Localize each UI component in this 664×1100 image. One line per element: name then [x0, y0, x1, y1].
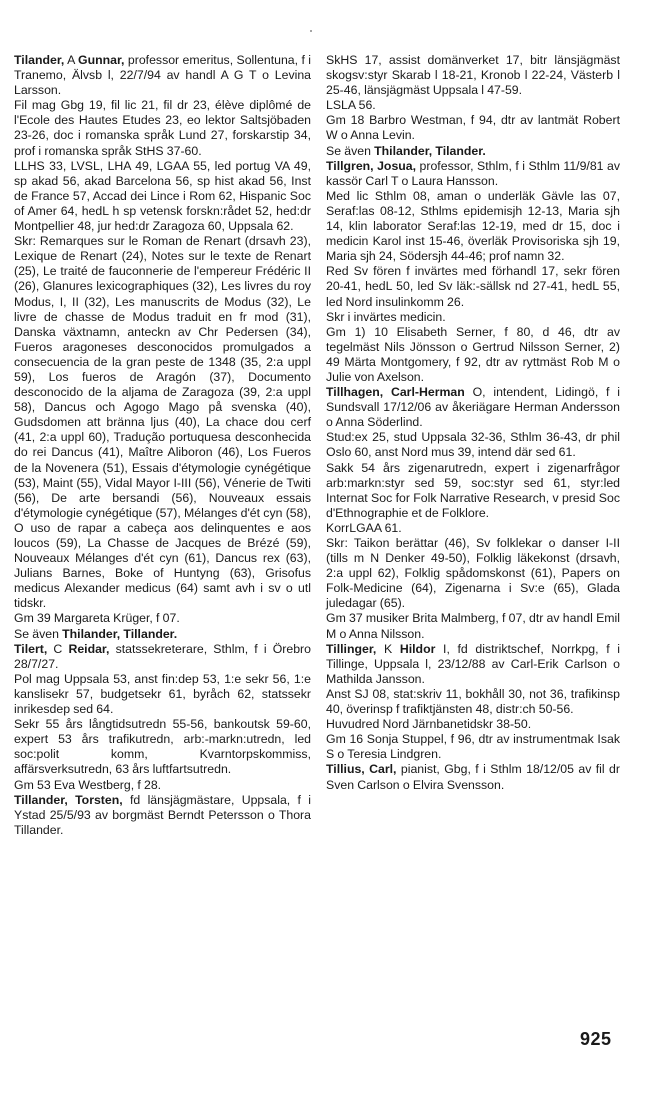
- entry-text: Gm 18 Barbro Westman, f 94, dtr av lantmät Robert W o Anna Levin.: [326, 113, 620, 143]
- entry-paragraph: [326, 159, 620, 189]
- entry-paragraph: [326, 536, 620, 611]
- entry-headword: Thilander, Tilander.: [374, 143, 486, 158]
- entry-given-name: Reidar,: [68, 641, 110, 656]
- entry-paragraph: [14, 717, 311, 777]
- entry-paragraph: [326, 430, 620, 460]
- left-column: [14, 53, 311, 838]
- entry-headword: Tilert,: [14, 641, 48, 656]
- entry-text: professor, Sthlm, f i Sthlm 11/9/81 av kassör Carl T o Laura Hansson.: [326, 158, 620, 188]
- entry-text: LLHS 33, LVSL, LHA 49, LGAA 55, led portug VA 49, sp akad 56, akad Barcelona 56, sp hist akad 56, Inst de France 57, Accad dei Lince i Rom 62, Hispanic Soc of Amer 64, hedL h sp vetensk forskn:rådet 52, hed:dr Montpellier 48, jur hed:dr Zaragoza 60, Uppsala 62.: [14, 158, 311, 234]
- entry-text: Skr: Remarques sur le Roman de Renart (drsavh 23), Lexique de Renart (24), Notes sur le texte de Renart (25), Le traité de fauconnerie de l'empereur Frédéric II (26), Glanures lexicographiques (32), Les livres du roy Modus, I, II (32), Les manuscrits de Modus (32), Le livre de chasse de Modus traduit en fr mod (31), Danska växtnamn, anteckn av Chr Pedersen (34), Fueros aragoneses desconocidos promulgados a consecuencia de la gran peste de 1348 (35, 2:a uppl 59), Los fueros de Aragón (37), Documento desconocido de la aljama de Zaragoza (39, 2:a uppl 58), Dancus och Agogo Mago på svenska (40), Gudsdomen att bränna ljus (40), La chace dou cerf (41, 2:a uppl 60), Tradução portuquesa desconhecida do rei Dancus (41), Maître Aliboron (46), Los Fueros de la Novenera (51), Essais d'étymologie cynégétique (53), Maint (55), Vidal Mayor I-III (56), Vénerie de Twiti (56), De arte bersandi (56), Nouveaux essais d'étymologie cynégétique (57), Mélanges d'ét cyn (58), O uso de rapar a cabeça aos delinquentes e aos loucos (59), La Chasse de Jacques de Brézé (59), Nouveaux Mélanges d'ét cyn (61), Dancus rex (63), Julians Barnes, Boke of Huntyng (63), Grisofus medicus Alexander medicus (64) samt avh i sv o utl tidskr.: [14, 234, 311, 611]
- entry-text: Skr: Taikon berättar (46), Sv folklekar o danser I-II (tills m N Denker 49-50), Folklig läkekonst (drsavh, 2:a uppl 62), Folklig spådomskonst (61), Papers on Folk-Medicine (64), Zigenarna i Sv:e (65), Glada juledagar (65).: [326, 536, 620, 611]
- entry-text: O, intendent, Lidingö, f i Sundsvall 17/12/06 av åkeriägare Herman Andersson o Anna Söderlind.: [326, 385, 620, 430]
- entry-headword: Tillgren, Josua,: [326, 158, 417, 173]
- entry-text: pianist, Gbg, f i Sthlm 18/12/05 av fil dr Sven Carlson o Elvira Svensson.: [326, 762, 620, 792]
- entry-paragraph: [14, 672, 311, 717]
- entry-text: SkHS 17, assist domänverket 17, bitr länsjägmäst skogsv:styr Skarab l 18-21, Kronob l 22-24, Västerb l 25-46, länsjägmäst Uppsala l 47-59.: [326, 53, 620, 98]
- entry-paragraph: [326, 461, 620, 521]
- entry-paragraph: [14, 234, 311, 611]
- entry-paragraph: [326, 732, 620, 762]
- entry-text: Gm 16 Sonja Stuppel, f 96, dtr av instrumentmak Isak S o Teresia Lindgren.: [326, 732, 620, 762]
- entry-headword: Tilander,: [14, 53, 65, 67]
- page-number: 925: [580, 1029, 612, 1049]
- entry-text: fd länsjägmästare, Uppsala, f i Ystad 25/5/93 av borgmäst Berndt Petersson o Thora Tillander.: [14, 792, 312, 837]
- scan-speck: [310, 30, 312, 32]
- entry-headword: Tillander, Torsten,: [14, 792, 123, 807]
- entry-paragraph: [14, 642, 311, 672]
- right-column: [326, 53, 620, 793]
- entry-text: Pol mag Uppsala 53, anst fin:dep 53, 1:e sekr 56, 1:e kanslisekr 57, budgetsekr 61, byråch 62, statssekr inrikesdep sed 64.: [14, 671, 311, 717]
- entry-headword: Thilander, Tillander.: [62, 626, 178, 641]
- entry-text: Med lic Sthlm 08, aman o underläk Gävle las 07, Seraf:las 08-12, Sthlms epidemisjh 12-13, Maria sjh 14, klin laborator Seraf:las 12-19, med dr 15, doc i medicin Karol inst 15-46, överläk Provisoriska sjh 19, Maria sjh 24, Södersjh 44-46; prof namn 32.: [326, 188, 620, 264]
- entry-text: LSLA 56.: [326, 98, 376, 113]
- entry-text: Gm 39 Margareta Krüger, f 07.: [14, 611, 180, 626]
- entry-paragraph: [326, 325, 620, 385]
- entry-paragraph: [326, 264, 620, 309]
- entry-text: Skr i invärtes medicin.: [326, 309, 446, 324]
- entry-paragraph: [326, 385, 620, 430]
- entry-text: Stud:ex 25, stud Uppsala 32-36, Sthlm 36-43, dr phil Oslo 60, anst Nord mus 39, intend där sed 61.: [326, 430, 620, 460]
- entry-paragraph: [326, 762, 620, 792]
- entry-text: Gm 53 Eva Westberg, f 28.: [14, 777, 162, 792]
- entry-paragraph: [326, 189, 620, 264]
- entry-text: Fil mag Gbg 19, fil lic 21, fil dr 23, élève diplômé de l'Ecole des Hautes Etudes 23, eo lektor Saltsjöbaden 23-26, doc i romanska språk Lund 27, forskarstip 34, prof i romanska språk StHS 37-60.: [14, 98, 311, 158]
- entry-text: I, fd distriktschef, Norrkpg, f i Tillinge, Uppsala l, 23/12/88 av Carl-Erik Carlson o Mathilda Jansson.: [326, 641, 620, 686]
- entry-given-name: Gunnar,: [78, 53, 125, 67]
- entry-paragraph: [326, 642, 620, 687]
- entry-headword: Tillhagen, Carl-Herman: [326, 385, 465, 400]
- entry-paragraph: [14, 159, 311, 234]
- entry-text: Gm 1) 10 Elisabeth Serner, f 80, d 46, dtr av tegelmäst Nils Jönsson o Gertrud Nilsson Serner, 2) 49 Märta Montgomery, f 92, dtr av ryttmäst Rob M o Julie von Axelson.: [326, 324, 620, 384]
- entry-paragraph: [14, 778, 311, 793]
- entry-text: professor emeritus, Sollentuna, f i Tranemo, Älvsb l, 22/7/94 av handl A G T o Levina Larsson.: [14, 53, 312, 98]
- entry-headword: Tillius, Carl,: [326, 762, 397, 777]
- entry-headword: Tillinger,: [326, 641, 377, 656]
- entry-text: Red Sv fören f invärtes med förhandl 17, sekr fören 20-41, hedL 50, led Sv läk:-sällsk nd 27-41, hedL 55, led Nord insulinkomm 26.: [326, 264, 620, 309]
- entry-paragraph: [326, 53, 620, 98]
- entry-text: Gm 37 musiker Brita Malmberg, f 07, dtr av handl Emil M o Anna Nilsson.: [326, 611, 620, 641]
- entry-paragraph: [326, 98, 620, 113]
- entry-paragraph: [14, 793, 311, 838]
- entry-initial: A: [64, 53, 79, 67]
- entry-paragraph: [326, 717, 620, 732]
- entry-prefix: Se även: [14, 626, 63, 641]
- entry-paragraph: [326, 144, 620, 159]
- entry-given-name: Hildor: [399, 641, 436, 656]
- entry-paragraph: [326, 113, 620, 143]
- entry-text: Huvudred Nord Järnbanetidskr 38-50.: [326, 717, 532, 732]
- entry-paragraph: [326, 521, 620, 536]
- entry-paragraph: [14, 627, 311, 642]
- entry-paragraph: [326, 310, 620, 325]
- entry-prefix: Se även: [326, 143, 375, 158]
- entry-paragraph: [326, 611, 620, 641]
- entry-text: Sekr 55 års långtidsutredn 55-56, bankoutsk 59-60, expert 53 års trafikutredn, arb:-markn:utredn, led soc:polit komm, Kvarntorpskommiss, affärsverksutredn, 63 års luftfartsutredn.: [14, 717, 311, 777]
- entry-text: Sakk 54 års zigenarutredn, expert i zigenarfrågor arb:markn:styr sed 59, soc:styr sed 61, styr:led Internat Soc for Folk Narrative Research, v presid Soc d'Ethnographie et de Folklore.: [326, 460, 620, 520]
- entry-text: statssekreterare, Sthlm, f i Örebro 28/7/27.: [14, 641, 311, 671]
- entry-text: Anst SJ 08, stat:skriv 11, bokhåll 30, not 36, trafikinsp 40, överinsp f trafiktjänsten 48, distr:ch 50-56.: [326, 686, 620, 717]
- entry-paragraph: [14, 53, 311, 98]
- entry-paragraph: [14, 611, 311, 626]
- entry-paragraph: [14, 98, 311, 158]
- entry-text: KorrLGAA 61.: [326, 520, 402, 535]
- entry-initial: C: [47, 641, 69, 656]
- entry-initial: K: [376, 641, 400, 656]
- entry-paragraph: [326, 687, 620, 717]
